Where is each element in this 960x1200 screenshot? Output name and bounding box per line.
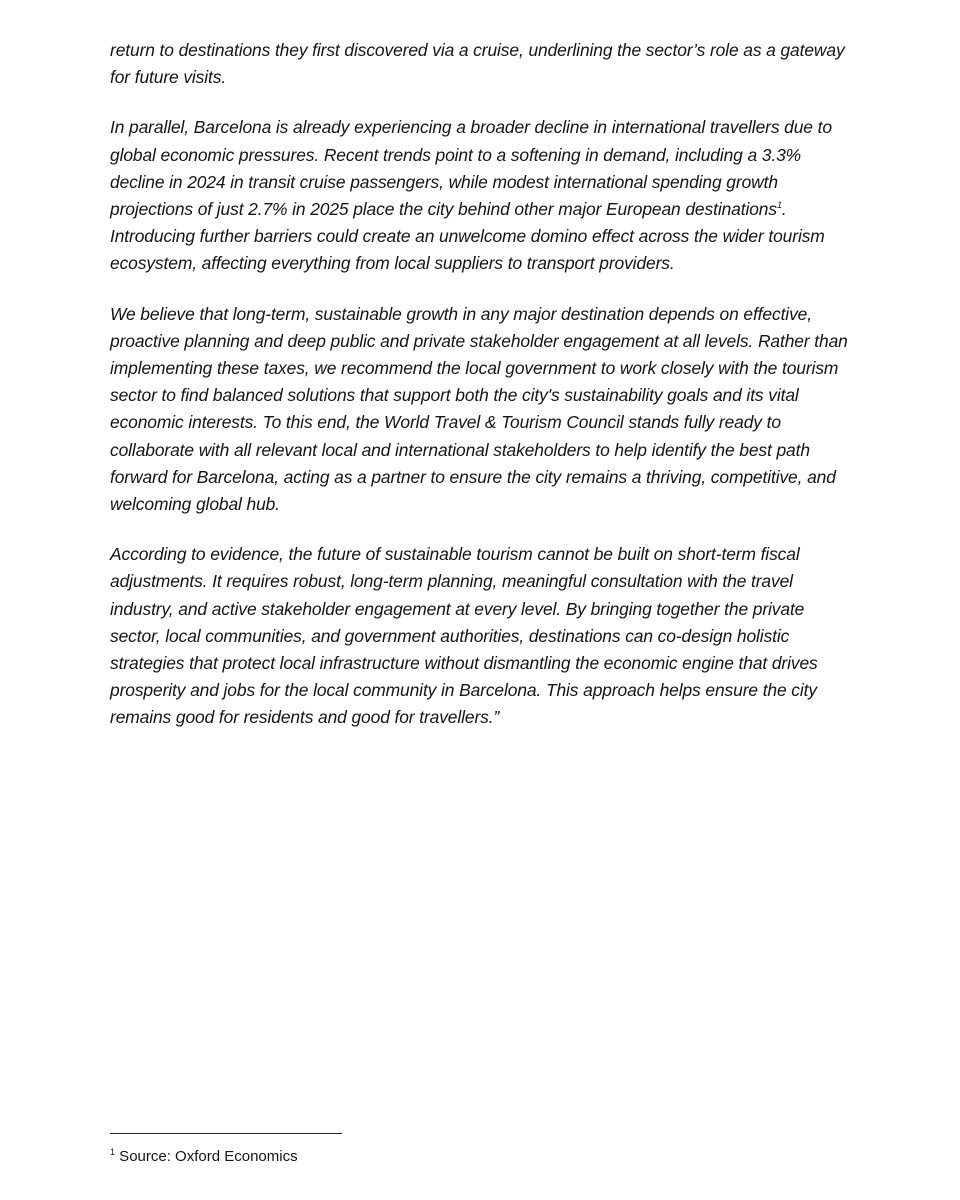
footnote [110, 1147, 298, 1167]
footnote-divider [110, 1133, 342, 1134]
body-text [110, 37, 855, 755]
paragraph-evidence-quote [110, 541, 855, 731]
paragraph-text-continued: . Introducing further barriers could create an unwelcome domino effect across the wider tourism ecosystem, affecting everything from local suppliers to transport providers. [110, 199, 825, 274]
footnote-reference[interactable]: 1 [776, 200, 782, 211]
paragraph-cruise-gateway [110, 37, 855, 91]
paragraph-decline [110, 114, 855, 277]
footnote-marker: 1 [110, 1147, 116, 1157]
paragraph-recommendation [110, 301, 855, 519]
paragraph-text: According to evidence, the future of sustainable tourism cannot be built on short-term fiscal adjustments. It requires robust, long-term planning, meaningful consultation with the travel industry, and active stakeholder engagement at every level. By bringing together the private sector, local communities, and government authorities, destinations can co-design holistic strategies that protect local infrastructure without dismantling the economic engine that drives prosperity and jobs for the local community in Barcelona. This approach helps ensure the city remains good for residents and good for travellers.” [110, 544, 818, 728]
paragraph-text: In parallel, Barcelona is already experiencing a broader decline in international travellers due to global economic pressures. Recent trends point to a softening in demand, including a 3.3% decline in 2024 in transit cruise passengers, while modest international spending growth projections of just 2.7% in 2025 place the city behind other major European destinations [110, 117, 832, 220]
paragraph-text: We believe that long-term, sustainable growth in any major destination depends on effective, proactive planning and deep public and private stakeholder engagement at all levels. Rather than implementing these taxes, we recommend the local government to work closely with the tourism sector to find balanced solutions that support both the city's sustainability goals and its vital economic interests. To this end, the World Travel & Tourism Council stands fully ready to collaborate with all relevant local and international stakeholders to help identify the best path forward for Barcelona, acting as a partner to ensure the city remains a thriving, competitive, and welcoming global hub. [110, 303, 848, 515]
footnote-text: Source: Oxford Economics [115, 1148, 298, 1165]
paragraph-text: return to destinations they first discovered via a cruise, underlining the sector’s role as a gateway for future visits. [110, 40, 845, 88]
